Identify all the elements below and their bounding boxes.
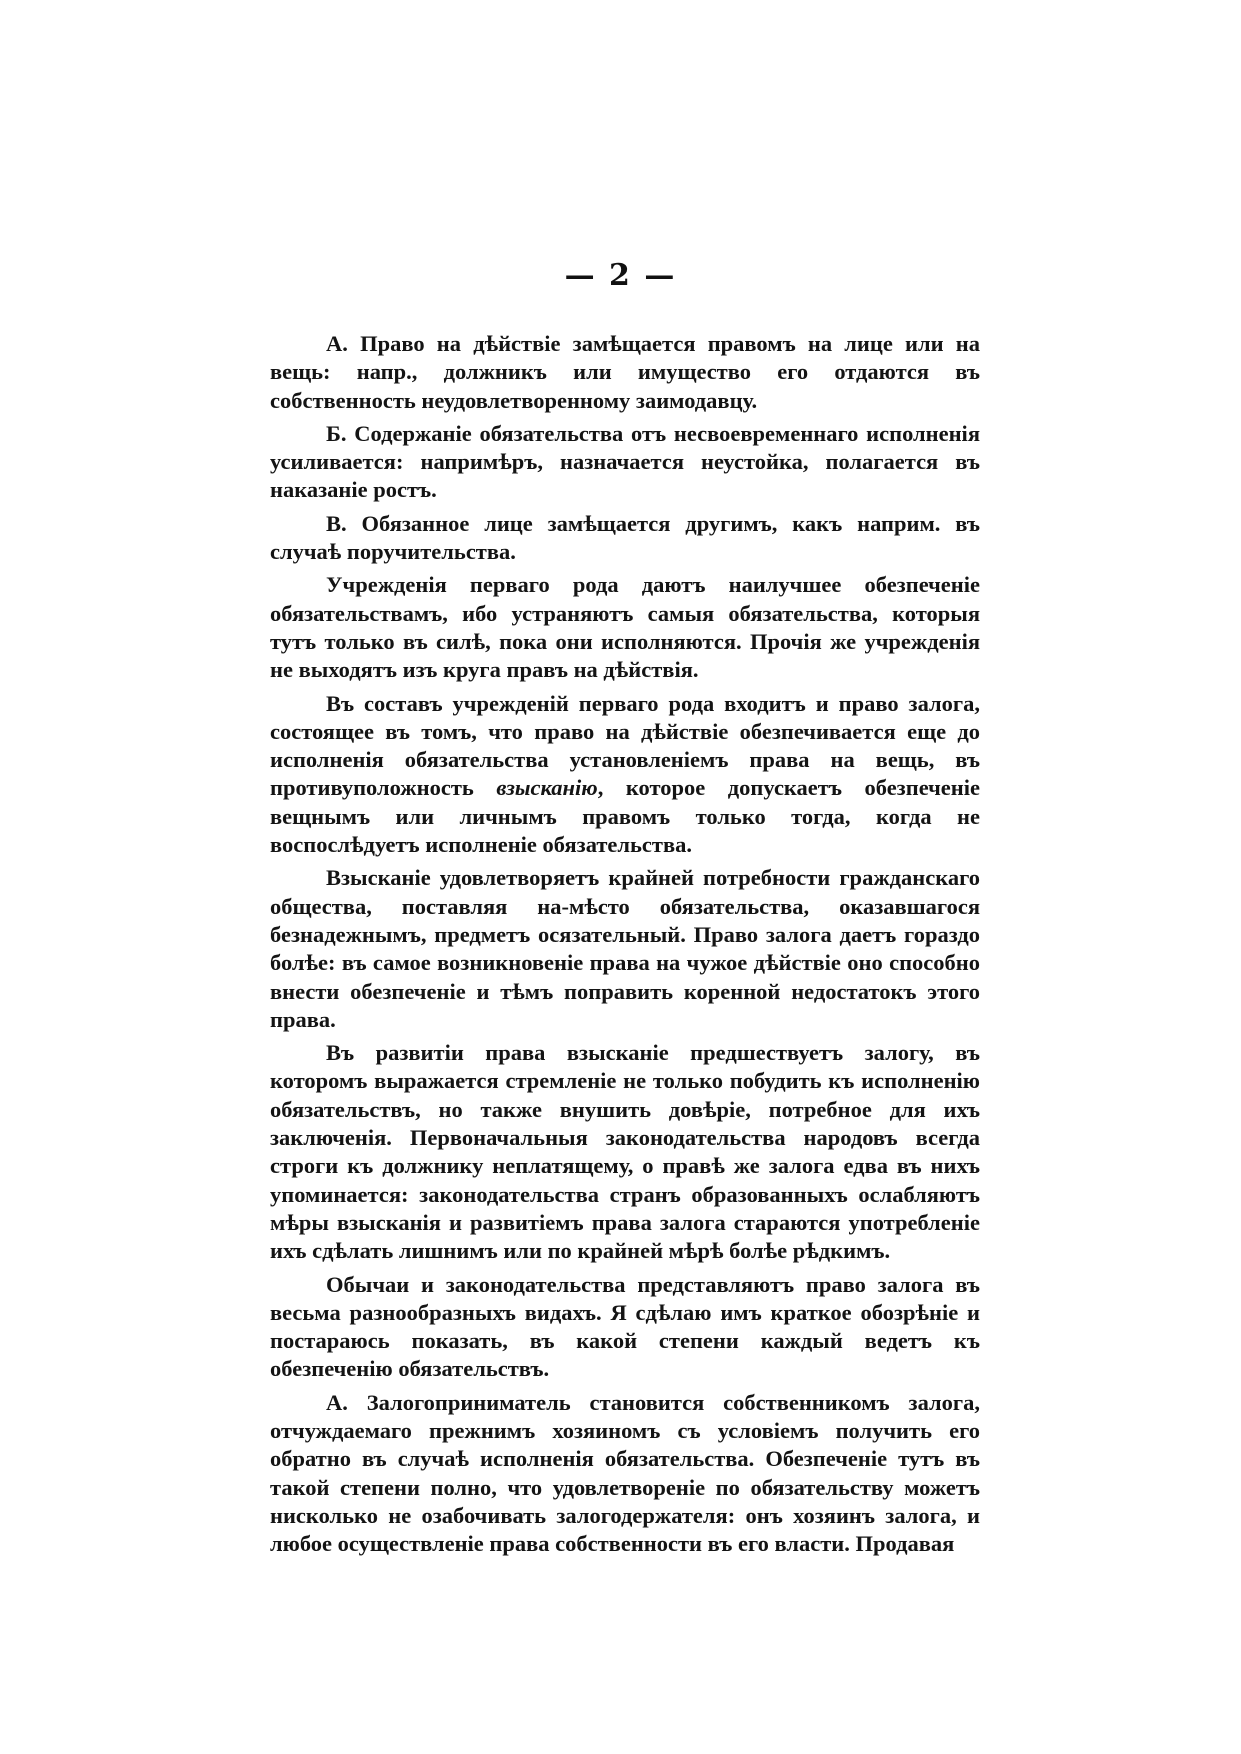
paragraph-1: А. Право на дѣйствіе замѣщается правомъ на лице или на вещь: напр., должникъ или имущество его отдаются въ собственность неудовлетворенному заимодавцу. <box>270 331 980 413</box>
paragraph-5 <box>270 690 980 860</box>
paragraph-4: Учрежденія перваго рода даютъ наилучшее обезпеченіе обязательствамъ, ибо устраняютъ самыя обязательства, которыя тутъ только въ силѣ, пока они исполняются. Прочія же учрежденія не выходятъ изъ круга правъ на дѣйствія. <box>270 572 980 683</box>
paragraph-5-part-b: , которое допускаетъ обезпеченіе вещнымъ или личнымъ правомъ только тогда, когда не воспослѣдуетъ исполненіе обязательства. <box>270 775 980 858</box>
paragraph-9: А. Залогоприниматель становится собственникомъ залога, отчуждаемаго прежнимъ хозяиномъ съ условіемъ получить его обратно въ случаѣ исполненія обязательства. Обезпеченіе тутъ въ такой степени полно, что удовлетвореніе по обязательству можетъ нисколько не озабочивать залогодержателя: онъ хозяинъ залога, и любое осуществленіе права собственности въ его власти. Продавая <box>270 1389 980 1557</box>
paragraph-5-part-a: Въ составъ учрежденій перваго рода входитъ и право залога, состоящее въ томъ, что право на дѣйствіе обезпечивается еще до исполненія обязательства установленіемъ права на вещь, въ противуположность <box>270 690 980 801</box>
paragraph-6: Взысканіе удовлетворяетъ крайней потребности гражданскаго общества, поставляя на-мѣсто обязательства, оказавшагося безнадежнымъ, предметъ осязательный. Право залога даетъ гораздо болѣе: въ самое возникновеніе права на чужое дѣйствіе оно способно внести обезпеченіе и тѣмъ поправить коренной недостатокъ этого права. <box>270 865 980 1032</box>
body-text <box>270 330 980 1558</box>
paragraph-5-emphasis: взысканію <box>496 775 598 801</box>
page-number: — 2 — <box>564 258 677 293</box>
paragraph-8: Обычаи и законодательства представляютъ право залога въ весьма разнообразныхъ видахъ. Я сдѣлаю имъ краткое обозрѣніе и постараюсь показать, въ какой степени каждый ведетъ къ обезпеченію обязательствъ. <box>270 1271 980 1382</box>
paragraph-3: В. Обязанное лице замѣщается другимъ, какъ наприм. въ случаѣ поручительства. <box>270 510 980 565</box>
paragraph-7: Въ развитіи права взысканіе предшествуетъ залогу, въ которомъ выражается стремленіе не только побудить къ исполненію обязательствъ, но также внушить довѣріе, потребное для ихъ заключенія. Первоначальныя законодательства народовъ всегда строги къ должнику неплатящему, о правѣ же залога едва въ нихъ упоминается: законодательства странъ образованныхъ ослабляютъ мѣры взысканія и развитіемъ права залога стараются употребленіе ихъ сдѣлать лишнимъ или по крайней мѣрѣ болѣе рѣдкимъ. <box>270 1040 980 1264</box>
paragraph-2: Б. Содержаніе обязательства отъ несвоевременнаго исполненія усиливается: напримѣръ, назначается неустойка, полагается въ наказаніе ростъ. <box>270 420 980 503</box>
